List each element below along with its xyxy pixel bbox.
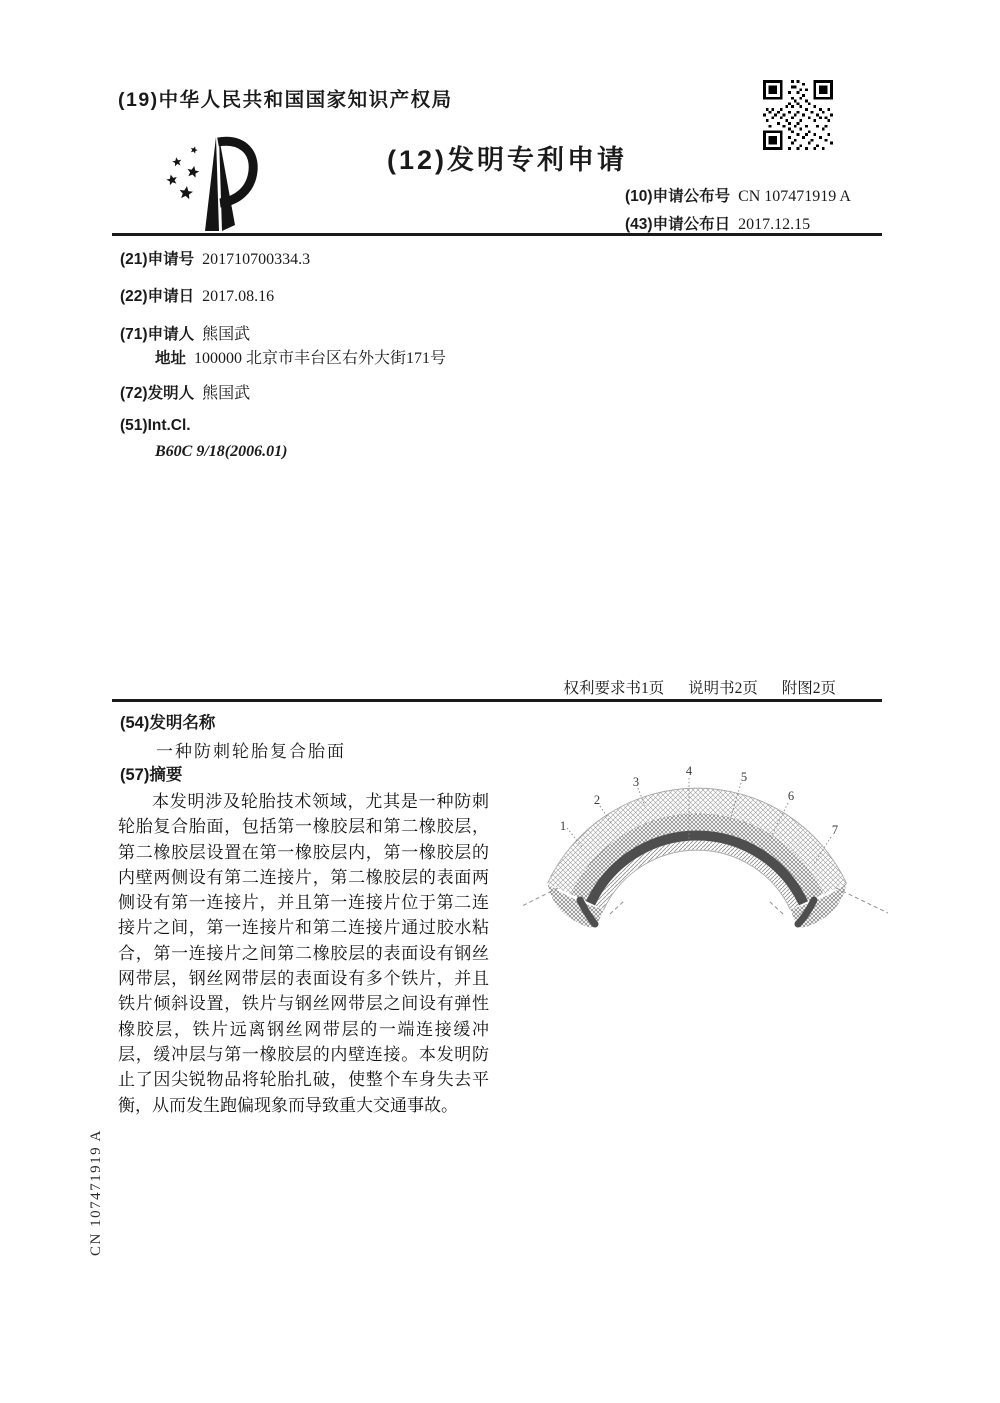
application-date-label: (22)申请日: [120, 288, 195, 305]
address-label: 地址: [155, 350, 187, 367]
abstract-section-label: (57)摘要: [120, 766, 183, 784]
publication-block: [625, 184, 851, 240]
applicant-row: [120, 321, 250, 344]
intcl-value: B60C 9/18(2006.01): [155, 443, 288, 460]
inventor-row: [120, 380, 250, 403]
application-date-row: [120, 284, 274, 306]
pages-description: 说明书2页: [688, 680, 758, 697]
cnipa-logo: [148, 131, 293, 233]
sidebar-publication-number: CN 107471919 A: [88, 1129, 104, 1256]
right-inner-dash: [769, 901, 783, 914]
header-divider: [112, 233, 882, 236]
pub-date-label: (43)申请公布日: [625, 216, 731, 233]
office-name: (19)中华人民共和国国家知识产权局: [118, 89, 453, 111]
left-inner-dash: [610, 901, 624, 914]
title-section-label: (54)发明名称: [120, 714, 216, 732]
pages-info: [480, 676, 836, 698]
figure-label-4: 4: [685, 764, 693, 778]
address-row: [155, 345, 446, 368]
right-dashed-extension: [836, 888, 888, 913]
figure-tire-cross-section: [518, 740, 922, 968]
body-divider: [112, 699, 882, 702]
intcl-row: [120, 417, 191, 435]
pub-number-value: CN 107471919 A: [738, 188, 851, 205]
application-number-row: [120, 247, 310, 269]
invention-title: 一种防刺轮胎复合胎面: [156, 742, 346, 761]
intcl-label: (51)Int.Cl.: [120, 417, 191, 434]
figure-label-3: 3: [632, 775, 640, 789]
figure-label-5: 5: [740, 770, 748, 784]
abstract-text: 本发明涉及轮胎技术领域，尤其是一种防刺轮胎复合胎面，包括第一橡胶层和第二橡胶层，第二橡胶层设置在第一橡胶层内，第一橡胶层的内壁两侧设有第二连接片，第二橡胶层的表面两侧设有第一连接片，并且第一连接片位于第二连接片之间，第一连接片和第二连接片通过胶水粘合，第一连接片之间第二橡胶层的表面设有钢丝网带层，钢丝网带层的表面设有多个铁片，并且铁片倾斜设置，铁片与钢丝网带层之间设有弹性橡胶层，铁片远离钢丝网带层的一端连接缓冲层，缓冲层与第一橡胶层的内壁连接。本发明防止了因尖锐物品将轮胎扎破，使整个车身失去平衡，从而发生跑偏现象而导致重大交通事故。: [118, 792, 489, 1115]
pages-figures: 附图2页: [781, 680, 836, 697]
applicant-value: 熊国武: [202, 326, 251, 343]
inventor-value: 熊国武: [202, 385, 251, 402]
address-value: 100000 北京市丰台区右外大街171号: [194, 350, 447, 367]
inventor-label: (72)发明人: [120, 385, 195, 402]
pub-number-label: (10)申请公布号: [625, 188, 731, 205]
figure-label-1: 1: [559, 819, 567, 833]
figure-label-7: 7: [831, 823, 839, 837]
figure-label-6: 6: [787, 789, 795, 803]
figure-label-2: 2: [593, 793, 601, 807]
application-number-label: (21)申请号: [120, 251, 195, 268]
applicant-label: (71)申请人: [120, 326, 195, 343]
doc-type-title: (12)发明专利申请: [386, 145, 627, 175]
pages-claims: 权利要求书1页: [563, 680, 665, 697]
application-number-value: 201710700334.3: [202, 251, 311, 268]
qr-code: [763, 80, 833, 150]
publication-number-row: [625, 184, 851, 212]
application-date-value: 2017.08.16: [202, 288, 275, 305]
pub-date-value: 2017.12.15: [738, 216, 811, 233]
